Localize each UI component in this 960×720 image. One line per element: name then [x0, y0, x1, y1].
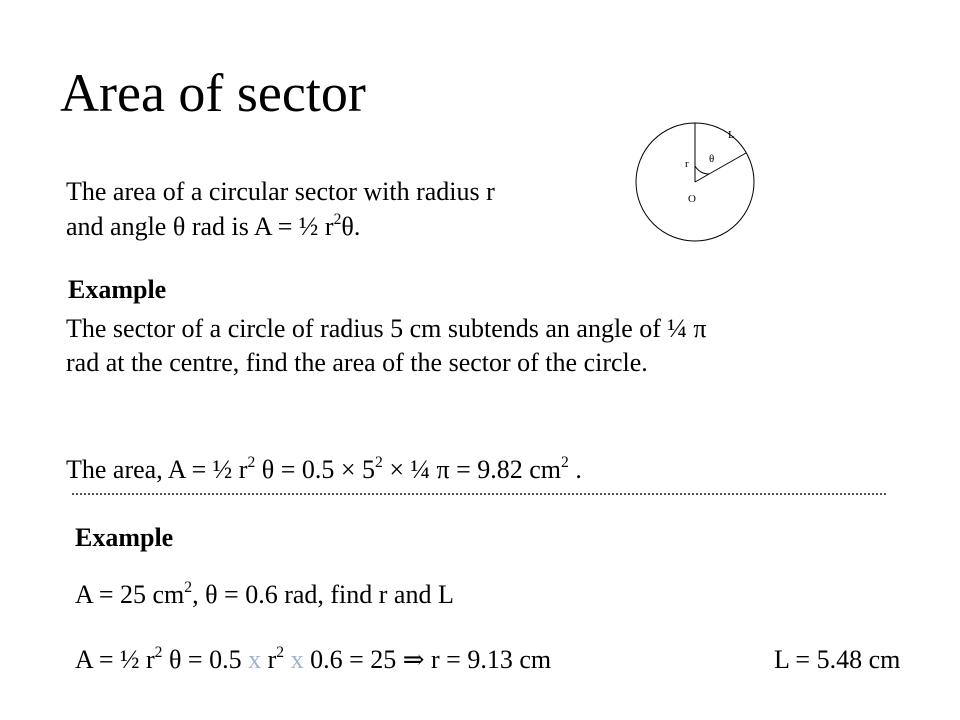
example2-result-L: L = 5.48 cm — [774, 645, 901, 674]
dotted-divider — [72, 493, 886, 495]
example2-solution: A = ½ $r^2$ θ = 0.5 x $r^2$ x 0.6 = 25 ⇒ r = 9.13 cm — [75, 644, 552, 674]
arc-length-label: L — [728, 129, 735, 141]
definition-line-2: and angle θ rad is A = ½ $r^2\theta$. — [66, 211, 361, 241]
example1-heading: Example — [68, 275, 167, 304]
angle-arc — [695, 166, 709, 174]
example1-answer: The area, A = ½ $r^2$ $\theta = 0.5 \times 5^2$ × ¼ π = 9.82 $cm^2$ . — [66, 454, 582, 484]
center-label: O — [688, 193, 696, 205]
example1-question-line-2: rad at the centre, find the area of the sector of the circle. — [66, 348, 648, 377]
angle-label: θ — [709, 153, 715, 165]
example2-given: A = 25 $cm^2$, θ = 0.6 rad, find r and L — [75, 579, 454, 609]
example2-heading: Example — [75, 523, 174, 552]
definition-line-1: The area of a circular sector with radius r — [66, 177, 495, 206]
radius-line-slanted — [695, 153, 746, 182]
slide-title: Area of sector — [60, 63, 366, 123]
example1-question-line-1: The sector of a circle of radius 5 cm subtends an angle of ¼ π — [66, 314, 707, 343]
radius-label: r — [685, 158, 689, 170]
sector-diagram — [635, 120, 765, 250]
